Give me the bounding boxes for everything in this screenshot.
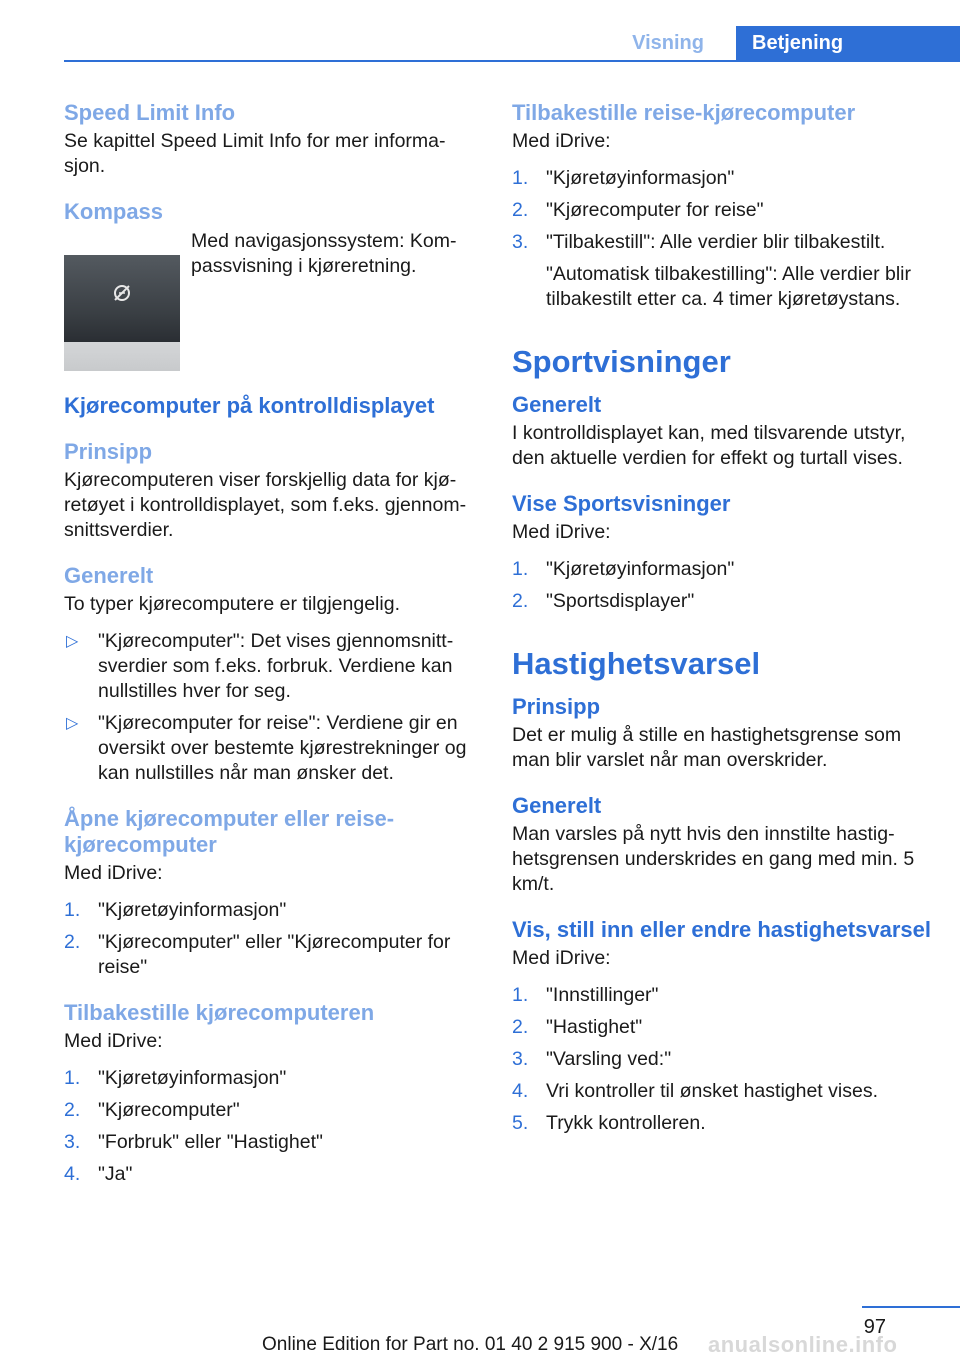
apne-steps <box>64 898 480 980</box>
sport-generelt-text: I kontrolldisplayet kan, med tilsvarende utstyr, den aktuelle verdien for effekt og turtall vises. <box>512 422 906 469</box>
generelt-text: To typer kjørecomputere er tilgjengelig. <box>64 593 400 615</box>
watermark: anualsonline.info <box>708 1332 898 1357</box>
list-item: 1. "Kjøretøyinformasjon" <box>64 899 287 921</box>
list-item: ▷ "Kjørecomputer for reise": Verdiene gir en oversikt over bestemte kjørestrekninger og kan nullstilles når man ønsker det. <box>66 712 467 784</box>
list-item: 5. Trykk kontrolleren. <box>512 1112 706 1134</box>
generelt-bullet-list <box>64 629 480 786</box>
speed-limit-heading: Speed Limit Info <box>64 100 236 125</box>
list-item: 4. "Ja" <box>64 1163 133 1185</box>
tilbake-reise-text: Med iDrive: <box>512 130 611 152</box>
left-column <box>64 100 480 1194</box>
sport-generelt-heading: Generelt <box>512 392 602 417</box>
right-column <box>512 100 932 1143</box>
compass-off-icon <box>111 282 133 304</box>
prinsipp-heading: Prinsipp <box>64 439 153 464</box>
edition-text: Online Edition for Part no. 01 40 2 915 900 - X/16 <box>262 1334 679 1355</box>
list-item: 1. "Kjøretøyinformasjon" <box>512 167 735 189</box>
triangle-bullet-icon: ▷ <box>66 715 79 732</box>
list-item: 2. "Kjørecomputer" <box>64 1099 240 1121</box>
tilbake-reise-steps <box>512 166 932 312</box>
hast-prinsipp-text: Det er mulig å stille en hastighetsgrense som man blir varslet når man overskrider. <box>512 724 902 771</box>
speed-limit-text: Se kapittel Speed Limit Info for mer informa-sjon. <box>64 130 446 177</box>
page-header <box>0 0 960 62</box>
tilbake-reise-heading: Tilbakestille reise-kjørecomputer <box>512 100 856 125</box>
header-rule <box>64 60 960 62</box>
generelt-heading: Generelt <box>64 563 154 588</box>
tab-visning[interactable]: Visning <box>632 32 704 54</box>
vis-steps <box>512 983 932 1136</box>
apne-heading: Åpne kjørecomputer eller reise-kjørecomputer <box>64 806 395 857</box>
list-item: 3. "Tilbakestill": Alle verdier blir tilbakestilt. "Automatisk tilbakestilling": Alle verdier blir tilbakestilt etter ca. 4 timer kjøretøystans. <box>512 231 911 310</box>
list-item: 2. "Hastighet" <box>512 1016 643 1038</box>
sportvisninger-heading: Sportvisninger <box>512 344 731 379</box>
footer-rule <box>862 1306 960 1308</box>
list-item: 2. "Kjørecomputer" eller "Kjørecomputer for reise" <box>64 931 451 978</box>
list-item: 1. "Kjøretøyinformasjon" <box>512 558 735 580</box>
kjorecomputer-heading: Kjørecomputer på kontrolldisplayet <box>64 393 435 418</box>
list-item: ▷ "Kjørecomputer": Det vises gjennomsnitt-sverdier som f.eks. forbruk. Verdiene kan nullstilles hver for seg. <box>66 630 454 702</box>
vise-steps <box>512 557 932 614</box>
prinsipp-text: Kjørecomputeren viser forskjellig data for kjø-retøyet i kontrolldisplayet, som f.eks. gjennom-snittsverdier. <box>64 469 467 541</box>
vis-text: Med iDrive: <box>512 947 611 969</box>
list-item: 3. "Varsling ved:" <box>512 1048 672 1070</box>
list-item: 4. Vri kontroller til ønsket hastighet vises. <box>512 1080 878 1102</box>
tilbake-heading: Tilbakestille kjørecomputeren <box>64 1000 375 1025</box>
kompass-text: Med navigasjonssystem: Kom-passvisning i kjøreretning. <box>191 230 457 277</box>
vise-heading: Vise Sportsvisninger <box>512 491 731 516</box>
vis-heading: Vis, still inn eller endre hastighetsvarsel <box>512 917 931 942</box>
list-item: 1. "Kjøretøyinformasjon" <box>64 1067 287 1089</box>
apne-text: Med iDrive: <box>64 862 163 884</box>
hast-generelt-text: Man varsles på nytt hvis den innstilte hastig-hetsgrensen underskrides en gang med min. 5 km/t. <box>512 823 915 895</box>
page-number: 97 <box>863 1316 886 1338</box>
hast-generelt-heading: Generelt <box>512 793 602 818</box>
list-item: 2. "Sportsdisplayer" <box>512 590 695 612</box>
kompass-section <box>64 229 480 357</box>
compass-display-image <box>64 255 180 371</box>
tilbake-steps <box>64 1066 480 1187</box>
hast-prinsipp-heading: Prinsipp <box>512 694 601 719</box>
list-item: 3. "Forbruk" eller "Hastighet" <box>64 1131 323 1153</box>
tilbake-text: Med iDrive: <box>64 1030 163 1052</box>
tab-betjening[interactable]: Betjening <box>736 26 960 62</box>
list-item: 1. "Innstillinger" <box>512 984 659 1006</box>
kompass-heading: Kompass <box>64 199 164 224</box>
vise-text: Med iDrive: <box>512 521 611 543</box>
list-item: 2. "Kjørecomputer for reise" <box>512 199 764 221</box>
triangle-bullet-icon: ▷ <box>66 633 79 650</box>
hastighetsvarsel-heading: Hastighetsvarsel <box>512 646 761 681</box>
